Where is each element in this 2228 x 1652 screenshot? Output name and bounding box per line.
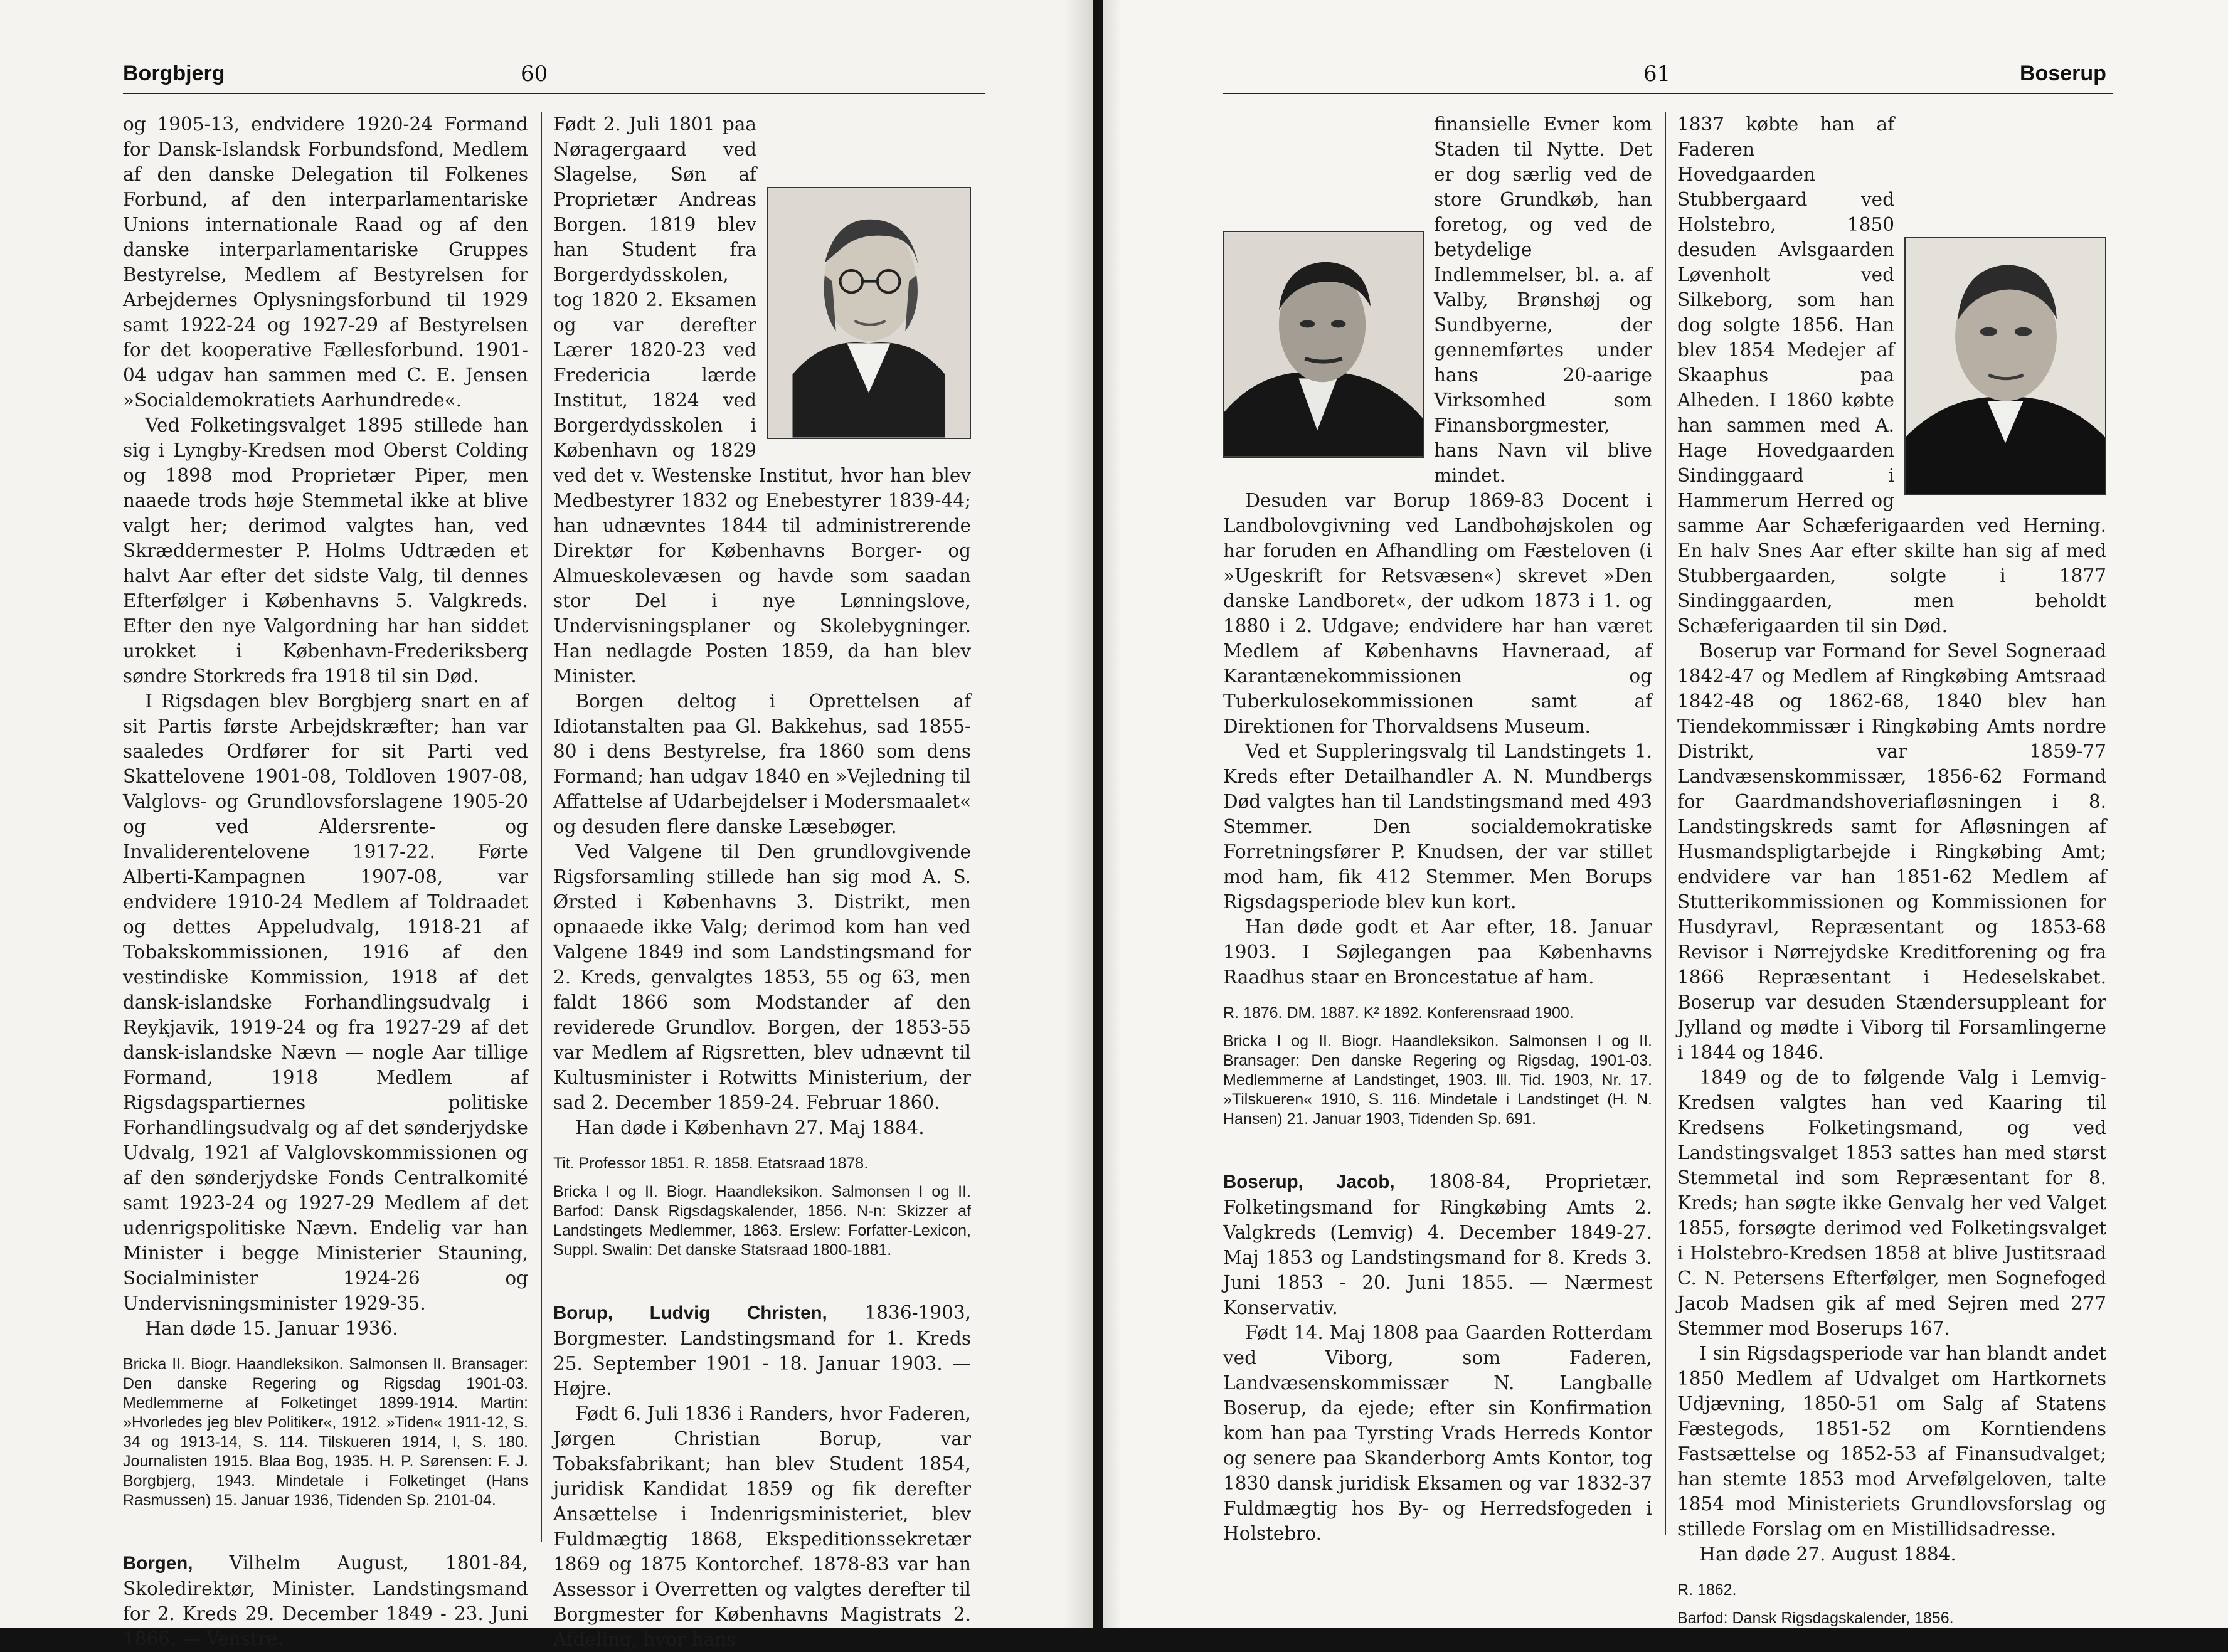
entry-heading-boserup xyxy=(1223,1169,1652,1320)
spine-shadow xyxy=(1103,0,1122,1628)
paragraph: Ved Folketingsvalget 1895 stillede han sig i Lyngby-Kredsen mod Oberst Colding og 1898 mod Proprietær Piper, men naaede trods høje Stemmetal ikke at blive valgt her; derimod valgtes han, ved Skræddermester P. Holms Udtræden et halvt Aar efter det sidste Valg, til dennes Efterfølger i Københavns 5. Valgkreds. Efter den nye Valgordning har han siddet urokket i København-Frederiksberg søndre Storkreds fra 1918 til sin Død. xyxy=(123,415,528,687)
references: Bricka II. Biogr. Haandleksikon. Salmonsen II. Bransager: Den danske Regering og Rigsdag 1901-03. Medlemmerne af Folketinget 1899-1914. Martin: »Hvorledes jeg blev Politiker«, 1912. »Tiden« 1911-12, S. 34 og 1913-14, S. 114. Tilskueren 1914, I, S. 180. Journalisten 1915. Blaa Bog, 1935. H. P. Sørensen: F. J. Borgbjerg, 1943. Mindetale i Folketinget (Hans Rasmussen) 15. Januar 1936, Tidenden Sp. 2101-04. xyxy=(123,1355,528,1509)
column-rule xyxy=(541,112,542,1542)
entry-name: Borup, Ludvig Christen, xyxy=(553,1303,827,1323)
paragraph: og 1905-13, endvidere 1920-24 Formand for Dansk-Islandsk Forbundsfond, Medlem af den danske Delegation til Folkenes Forbund, af den interparlamentariske Unions internationale Raad og af den danske interparlamentariske Gruppes Bestyrelse, Medlem af Bestyrelsen for Arbejdernes Oplysningsforbund til 1929 samt 1922-24 og 1927-29 af Bestyrelsen for det kooperative Fællesforbund. 1901-04 udgav han sammen med C. E. Jensen »Socialdemokratiets Aarhundrede«. xyxy=(123,114,528,411)
paragraph: I Rigsdagen blev Borgbjerg snart en af sit Partis første Arbejdskræfter; han var saaledes Ordfører for sit Parti ved Skattelovene 1901-08, Toldloven 1907-08, Valglovs- og Grundlovsforslagene 1905-20 og ved Aldersrente- og Invaliderentelovene 1917-22. Førte Alberti-Kampagnen 1907-08, var endvidere 1910-24 Medlem af Toldraadet og dettes Appeludvalg, 1918-21 af Tobakskommissionen, 1916 af den vestindiske Kommission, 1918 af det dansk-islandske Forhandlingsudvalg i Reykjavik, 1919-24 og fra 1927-29 af det dansk-islandske Nævn — nogle Aar tillige Formand, 1918 Medlem af Rigsdagspartiernes politiske Forhandlingsudvalg og af det sønderjydske Udvalg, 1921 af Valglovskommissionen og af den sønderjydske Fonds Centralkomité samt 1923-24 og 1927-29 Medlem af det udenrigspolitiske Nævn. Endelig var han Minister i begge Ministerier Stauning, Socialminister 1924-26 og Undervisningsminister 1929-35. xyxy=(123,691,528,1314)
column-rule xyxy=(1665,112,1666,1535)
references: Bricka I og II. Biogr. Haandleksikon. Salmonsen I og II. Barfod: Dansk Rigsdagskalender, 1856. N-n: Skizzer af Landstingets Medlemmer, 1863. Erslew: Forfatter-Lexicon, Suppl. Swalin: Det danske Statsraad 1800-1881. xyxy=(553,1183,971,1259)
paragraph: Ved et Suppleringsvalg til Landstingets 1. Kreds efter Detailhandler A. N. Mundbergs Død valgtes han til Landstingsmand med 493 Stemmer. Den socialdemokratiske Forretningsfører P. Knudsen, der var stillet mod ham, fik 412 Stemmer. Men Borups Rigsdagsperiode blev kun kort. xyxy=(1223,741,1652,913)
paragraph: Født 6. Juli 1836 i Randers, hvor Faderen, Jørgen Christian Borup, var Tobaksfabrikant; han blev Student 1854, juridisk Kandidat 1859 og fik derefter Ansættelse i Indenrigsministeriet, blev Fuldmægtig 1868, Ekspeditionssekretær 1869 og 1875 Kontorchef. 1878-83 var han Assessor i Overretten og valgtes derefter til Borgmester for Københavns Magistrats 2. Afdeling, hvor hans xyxy=(553,1403,971,1650)
paragraph: Ved Valgene til Den grundlovgivende Rigsforsamling stillede han sig mod A. S. Ørsted i Københavns 3. Distrikt, men opnaaede ikke Valg; derimod kom han ved Valgene 1849 ind som Landstingsmand for 2. Kreds, genvalgtes 1853, 55 og 63, men faldt 1866 som Modstander af den reviderede Grundlov. Borgen, der 1853-55 var Medlem af Rigsretten, blev udnævnt til Kultusminister i Rotwitts Ministerium, der sad 2. December 1859-24. Februar 1860. xyxy=(553,841,971,1113)
page-number: 61 xyxy=(1643,61,1671,87)
header-rule xyxy=(123,93,985,94)
right-page xyxy=(1103,0,2228,1628)
header-rule xyxy=(1223,93,2113,94)
left-column-1 xyxy=(123,112,528,1651)
entry-heading-borup xyxy=(553,1300,971,1401)
paragraph: 1849 og de to følgende Valg i Lemvig-Kredsen valgtes han ved Kaaring til Kredsens Folketingsmand, og ved Landstingsvalget 1853 sattes han med størst Stemmetal ind som Repræsentant for 8. Kreds; han søgte ikke Genvalg her ved Valget 1855, forsøgte derimod ved Folketingsvalget i Holstebro-Kredsen 1858 at blive Justitsraad C. N. Petersens Efterfølger, men Sognefoged Jacob Madsen gik af med Sejren med 277 Stemmer mod Boserups 167. xyxy=(1677,1067,2106,1339)
left-page xyxy=(0,0,1093,1650)
paragraph: Borgen deltog i Oprettelsen af Idiotanstalten paa Gl. Bakkehus, sad 1855-80 i dens Bestyrelse, fra 1860 som dens Formand; han udgav 1840 en »Vejledning til Affattelse af Udarbejdelser i Modersmaalet« og desuden flere danske Læsebøger. xyxy=(553,691,971,837)
page-number: 60 xyxy=(521,61,548,87)
entry-name: Borgen, xyxy=(123,1553,193,1574)
entry-summary: 1808-84, Proprietær. Folketingsmand for Ringkøbing Amts 2. Valgkreds (Lemvig) 4. December 1849-27. Maj 1853 og Landstingsmand for 8. Kreds 3. Juni 1853 - 20. Juni 1855. — Nærmest Konservativ. xyxy=(1223,1171,1652,1318)
portrait-borgen-image xyxy=(767,187,971,439)
paragraph: Han døde 15. Januar 1936. xyxy=(145,1318,398,1339)
portrait-boserup-drawing xyxy=(1906,238,2105,494)
paragraph: Boserup var Formand for Sevel Sogneraad 1842-47 og Medlem af Ringkøbing Amtsraad 1842-48 og 1862-68, 1840 blev han Tiendekommissær i Ringkøbing Amts nordre Distrikt, var 1859-77 Landvæsenskommissær, 1856-62 Formand for Gaardmandshoveriafløsningen i 8. Landstingskreds samt for Afløsningen af Husmandspligtarbejde i Ringkøbing Amt; endvidere var han 1851-62 Medlem af Stutterikommissionen og Kommissionen for Husdyravl, Repræsentant og 1853-68 Revisor i Nørrejydske Kreditforening og fra 1866 Repræsentant i Hedeselskabet. Boserup var desuden Stændersuppleant for Jylland og mødte i Viborg til Forsamlingerne i 1844 og 1846. xyxy=(1677,640,2106,1063)
titles: Tit. Professor 1851. R. 1858. Etatsraad 1878. xyxy=(553,1155,869,1172)
running-head: Boserup xyxy=(2020,61,2106,85)
entry-heading-borgen xyxy=(123,1550,528,1651)
entry-summary: 1836-1903, Borgmester. Landstingsmand for 1. Kreds 25. September 1901 - 18. Januar 1903. — Højre. xyxy=(553,1302,972,1399)
portrait-borgen-drawing xyxy=(768,188,970,438)
right-column-2 xyxy=(1677,112,2106,1628)
titles: R. 1876. DM. 1887. K² 1892. Konferensraad 1900. xyxy=(1223,1004,1574,1022)
references: Bricka I og II. Biogr. Haandleksikon. Salmonsen I og II. Bransager: Den danske Regering og Rigsdag, 1901-03. Medlemmerne af Landstinget, 1903. Ill. Tid. 1903, Nr. 17. »Tilskueren« 1910, S. 116. Mindetale i Landstinget (H. N. Hansen) 21. Januar 1903, Tidenden Sp. 691. xyxy=(1223,1032,1652,1128)
paragraph: Født 2. Juli 1801 paa Nøragergaard ved Slagelse, Søn af Proprietær Andreas Borgen. 1819 blev han Student fra Borgerdydsskolen, tog 1820 2. Eksamen og var derefter Lærer 1820-23 ved Fredericia lærde Institut, 1824 ved Borgerdydsskolen i København og 1829 ved det v. Westenske Institut, hvor han blev Medbestyrer 1832 og Enebestyrer 1839-44; han udnævntes 1844 til administrerende Direktør for Københavns Borger- og Almueskolevæsen og havde som saadan stor Del i nye Lønningslove, Undervisningsplaner og Skolebygninger. Han nedlagde Posten 1859, da han blev Minister. xyxy=(553,114,971,687)
portrait-borup-image xyxy=(1223,231,1424,458)
paragraph: Han døde godt et Aar efter, 18. Januar 1903. I Søjlegangen paa Københavns Raadhus staar en Broncestatue af ham. xyxy=(1223,916,1652,988)
entry-name: Boserup, Jacob, xyxy=(1223,1172,1395,1192)
paragraph: I sin Rigsdagsperiode var han blandt andet 1850 Medlem af Udvalget om Hartkornets Udjævning, 1850-51 om Salg af Statens Fæstegods, 1851-52 om Korntiendens Fastsættelse og 1852-53 af Finansudvalget; han stemte 1853 mod Arvefølgeloven, talte 1854 mod Ministeriets Grundlovsforslag og stillede Forslag om en Mistillidsadresse. xyxy=(1677,1343,2106,1540)
left-column-2 xyxy=(553,112,971,1652)
running-head: Borgbjerg xyxy=(123,61,225,85)
entry-summary: Vilhelm August, 1801-84, Skoledirektør, Minister. Landstingsmand for 2. Kreds 29. December 1849 - 23. Juni 1866. — Venstre. xyxy=(123,1552,528,1649)
spine-shadow xyxy=(1064,0,1089,1628)
paragraph: finansielle Evner kom Staden til Nytte. Det er dog særlig ved de store Grundkøb, han foretog, og ved de betydelige Indlemmelser, bl. a. af Valby, Brønshøj og Sundbyerne, der gennemførtes under hans 20-aarige Virksomhed som Finansborgmester, hans Navn vil blive mindet. xyxy=(1434,114,1652,486)
portrait-borup-drawing xyxy=(1224,232,1423,457)
paragraph: 1837 købte han af Faderen Hovedgaarden Stubbergaard ved Holstebro, 1850 desuden Avlsgaarden Løvenholt ved Silkeborg, som han dog solgte 1856. Han blev 1854 Medejer af Skaaphus paa Alheden. I 1860 købte han sammen med A. Hage Hovedgaarden Sindinggaard i Hammerum Herred og samme Aar Schæferigaarden ved Herning. En halv Snes Aar efter skilte han sig af med Stubbergaarden, solgte i 1877 Sindinggaarden, men beholdt Schæferigaarden til sin Død. xyxy=(1677,114,2106,637)
references: Barfod: Dansk Rigsdagskalender, 1856. xyxy=(1677,1609,1954,1627)
portrait-boserup-image xyxy=(1904,237,2106,495)
titles: R. 1862. xyxy=(1677,1581,1737,1599)
paragraph: Han døde 27. August 1884. xyxy=(1699,1543,1956,1565)
paragraph: Han døde i København 27. Maj 1884. xyxy=(575,1117,925,1138)
right-column-1 xyxy=(1223,112,1652,1546)
paragraph: Desuden var Borup 1869-83 Docent i Landbolovgivning ved Landbohøjskolen og har foruden en Afhandling om Fæsteloven (i »Ugeskrift for Retsvæsen«) skrevet »Den danske Landboret«, der udkom 1873 i 1. og 1880 i 2. Udgave; endvidere har han været Medlem af Københavns Havneraad, af Karantænekommissionen og Tuberkulosekommissionen samt af Direktionen for Thorvaldsens Museum. xyxy=(1223,490,1652,737)
paragraph: Født 14. Maj 1808 paa Gaarden Rotterdam ved Viborg, som Faderen, Landvæsenskommissær N. Langballe Boserup, da ejede; efter sin Konfirmation kom han paa Tyrsting Vrads Herreds Kontor og senere paa Skanderborg Amts Kontor, tog 1830 dansk juridisk Eksamen og var 1832-37 Fuldmægtig hos By- og Herredsfogeden i Holstebro. xyxy=(1223,1322,1652,1544)
